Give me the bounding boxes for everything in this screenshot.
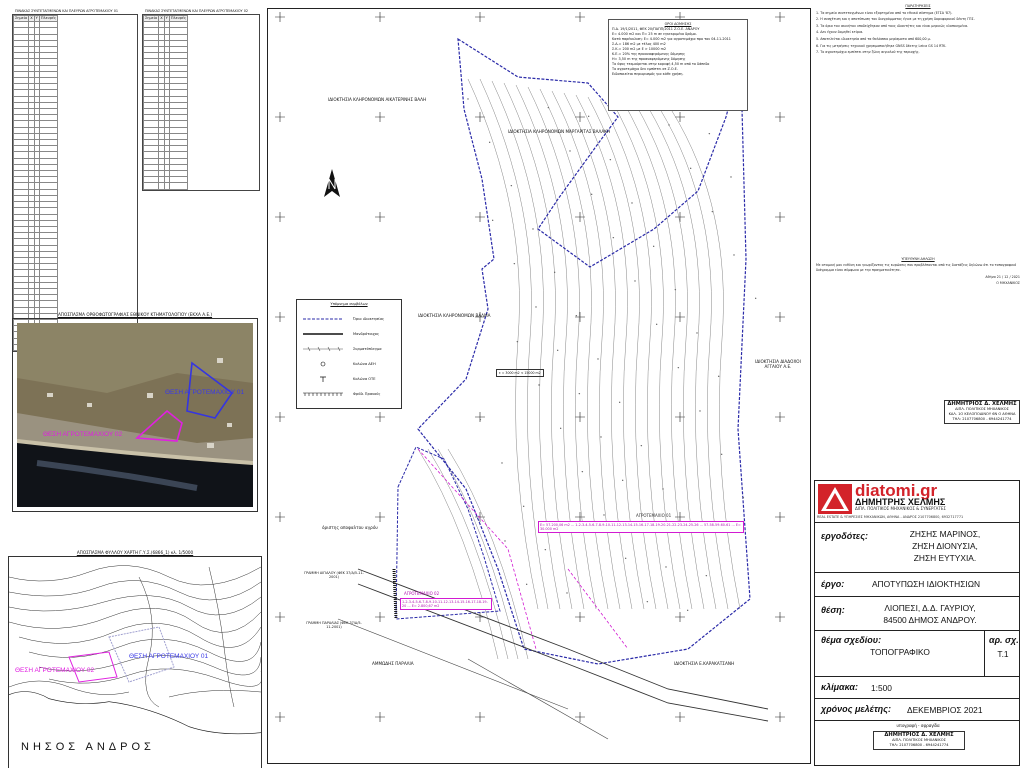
- spot-point: [613, 237, 614, 238]
- owners-label: εργοδότες:: [821, 531, 869, 541]
- spot-point: [653, 246, 654, 247]
- col-header: Y: [165, 16, 168, 20]
- spot-point: [690, 168, 691, 169]
- legend-label: Όριο ιδιοκτησίας: [353, 317, 385, 321]
- sheet-number-value: Τ.1: [997, 649, 1009, 659]
- legend-label: Κολώνα ΔΕΗ: [353, 362, 376, 366]
- spot-point: [668, 124, 669, 125]
- logo-subtitle: ΔΙΠΛ. ΠΟΛΙΤΙΚΟΣ ΜΗΧΑΝΙΚΟΣ & ΣΥΝΕΡΓΑΤΕΣ: [855, 506, 946, 511]
- area-note: ε = 3000 m2 < 15000 m2: [496, 369, 544, 377]
- scale-row: [815, 677, 1019, 699]
- engineer-stamp-bottom: [873, 731, 965, 750]
- col-header: X: [30, 16, 33, 20]
- spot-point: [665, 566, 666, 567]
- grid-cross: [775, 612, 785, 622]
- parcel-02-info-box: 1-2-3-4-5-6-7-8-9-10-11-12-13-14-15-16-17-18-19-20 ... Ε= 2.800,67 m2: [400, 598, 492, 610]
- grid-cross: [775, 112, 785, 122]
- spot-point: [675, 289, 676, 290]
- work-label: έργο:: [821, 579, 845, 589]
- stamp-line: ΔΙΠΛ. ΠΟΛΙΤΙΚΟΣ ΜΗΧΑΝΙΚΟΣ: [892, 738, 946, 742]
- table-cell: [169, 183, 187, 189]
- spot-point: [712, 211, 713, 212]
- grid-cross: [575, 112, 585, 122]
- island-name: ΝΗΣΟΣ ΑΝΔΡΟΣ: [21, 741, 155, 753]
- spot-point: [600, 436, 601, 437]
- col-header: Σημείο: [145, 16, 158, 20]
- spot-point: [591, 194, 592, 195]
- logo-text: diatomi.gr: [855, 481, 938, 500]
- grid-cross: [275, 412, 285, 422]
- declaration-date: Αθήνα 21 / 12 / 2021: [985, 274, 1020, 279]
- spot-point: [622, 480, 623, 481]
- spot-point: [730, 176, 731, 177]
- coordinates-table-01: [12, 9, 138, 352]
- spot-point: [733, 254, 734, 255]
- spot-point: [566, 592, 567, 593]
- terms-title: ΟΡΟΙ ΔΟΜΗΣΗΣ: [664, 22, 692, 26]
- spot-point: [467, 98, 468, 99]
- coordinates-table-02: [142, 9, 260, 191]
- stamp-line: ΔΙΠΛ. ΠΟΛΙΤΙΚΟΣ ΜΗΧΑΝΙΚΟΣ: [955, 407, 1009, 411]
- grid-cross: [375, 412, 385, 422]
- grid-cross: [775, 512, 785, 522]
- left-panel: [6, 6, 262, 766]
- terms-line: Σ.Κ.= 200 m2 με Ε > 10000 m2: [612, 47, 667, 51]
- spot-point: [706, 575, 707, 576]
- grid-cross: [775, 412, 785, 422]
- topographic-drawing: [267, 8, 811, 764]
- spot-point: [634, 280, 635, 281]
- north-arrow-icon: [322, 169, 342, 199]
- note-item: 3. Τα όρια του ακινήτου υποδείχθηκαν από τους ιδιοκτήτες και είναι μερικώς υλοποιημένα.: [816, 23, 969, 28]
- grid-cross: [275, 512, 285, 522]
- grid-cross: [275, 112, 285, 122]
- contour-map: [9, 557, 261, 768]
- grid-cross: [475, 112, 485, 122]
- spot-point: [511, 185, 512, 186]
- note-item: 2. Η συσχέτιση και η αποτύπωση του διαγράμματος έγινε με τη χρήση δορυφορικού δέκτη ΓΠΣ.: [816, 17, 975, 22]
- declaration-title: ΥΠΕΥΘΥΝΗ ΔΗΛΩΣΗ: [901, 256, 935, 261]
- slope-crest-icon: [303, 391, 343, 397]
- spot-point: [743, 497, 744, 498]
- spot-point: [687, 610, 688, 611]
- work-value: ΑΠΟΤΥΠΩΣΗ ΙΔΙΟΚΤΗΣΙΩΝ: [871, 579, 981, 589]
- neighbor-label: ΙΔΙΟΚΤΗΣΙΑ ΚΛΗΡΟΝΟΜΩΝ ΑΙΚΑΤΕΡΙΝΗΣ ΒΑΛΗ: [328, 97, 427, 102]
- legend-title: Υπόμνημα συμβόλων: [330, 302, 368, 306]
- spot-point: [569, 150, 570, 151]
- telecom-pole-icon: [303, 376, 343, 382]
- terms-line: Το αγροτεμάχιο δεν εμπίπτει σε Ζ.Ο.Ε.: [612, 67, 678, 71]
- logo-name: ΔΗΜΗΤΡΗΣ ΧΕΛΜΗΣ: [855, 497, 946, 507]
- owner-name: ΖΗΣΗ ΕΥΤΥΧΙΑ.: [913, 553, 977, 563]
- grid-cross: [475, 412, 485, 422]
- legend-item: [303, 342, 397, 356]
- power-pole-icon: [303, 361, 343, 367]
- stamp-name: ΔΗΜΗΤΡΙΟΣ Δ. ΧΕΛΜΗΣ: [884, 732, 954, 738]
- spot-point: [523, 506, 524, 507]
- legend-item: [303, 372, 397, 386]
- scale-label: κλίμακα:: [821, 682, 858, 692]
- terms-line: Π.Δ. 19/1/2011, ΦΕΚ 20/ΠΑΠΠ/2011 Ζ.Ο.Ε. ΑΝΔΡΟΥ: [612, 27, 700, 31]
- legend-item: [303, 312, 397, 326]
- spot-point: [696, 332, 697, 333]
- spot-point: [588, 116, 589, 117]
- spot-point: [480, 419, 481, 420]
- grid-cross: [275, 212, 285, 222]
- spot-point: [678, 367, 679, 368]
- spot-point: [532, 228, 533, 229]
- note-item: 4. Δεν έχουν δομηθεί κτίρια.: [816, 30, 864, 35]
- spot-point: [560, 428, 561, 429]
- declaration-text: Με ατομική μου ευθύνη και γνωρίζοντας τις κυρώσεις που προβλέπονται από τις διατάξεις δηλώνω ότι το τοπογραφικό διάγραμμα είναι σύμφωνο με την πραγματικότητα.: [816, 263, 1017, 272]
- building-terms-box: [608, 19, 748, 111]
- table-row: [144, 183, 188, 189]
- grid-cross: [375, 12, 385, 22]
- spot-point: [647, 601, 648, 602]
- grid-cross: [375, 612, 385, 622]
- parcel-01-location-label: ΘΕΣΗ ΑΓΡΟΤΕΜΑΧΙΟΥ 01: [165, 389, 245, 396]
- grid-cross: [475, 12, 485, 22]
- col-header: X: [160, 16, 163, 20]
- grid-cross: [275, 12, 285, 22]
- grid-cross: [775, 212, 785, 222]
- grid-cross: [275, 612, 285, 622]
- site-value: 84500 ΔΗΜΟΣ ΑΝΔΡΟΥ.: [883, 615, 977, 625]
- parcel-01-info-box: Ε= 57.200,06 m2 ... 1-2-3-4-5-6-7-8-9-10-11-12-13-14-15-16-17-18-19-20-21-22-23-24-25-26 ... 57-58-59-60-61 ... Ε= 30.000 m2: [538, 521, 744, 533]
- logo-tagline: REAL ESTATE & ΥΠΗΡΕΣΙΕΣ ΜΗΧΑΝΙΚΩΝ, ΑΘΗΝΑ - ΑΝΔΡΟΣ 2107706800, 6932717771: [817, 515, 964, 519]
- neighbor-label: ΙΔΙΟΚΤΗΣΙΑ ΚΛΗΡΟΝΟΜΩΝ ΒΑΛΜΑ: [418, 313, 491, 318]
- site-label: θέση:: [821, 605, 845, 615]
- stamp-name: ΔΗΜΗΤΡΙΟΣ Δ. ΧΕΛΜΗΣ: [947, 401, 1017, 407]
- right-panel: [814, 4, 1020, 766]
- orthophoto-title: ΑΠΟΣΠΑΣΜΑ ΟΡΘΟΦΩΤΟΓΡΑΦΙΑΣ ΕΘΝΙΚΟΥ ΚΤΗΜΑΤΟΛΟΓΙΟΥ (ΕΚΧΑ Α.Ε.): [57, 312, 213, 317]
- year-value: ΔΕΚΕΜΒΡΙΟΣ 2021: [907, 705, 983, 715]
- legend-item: [303, 327, 397, 341]
- spot-point: [548, 107, 549, 108]
- grid-cross: [575, 312, 585, 322]
- spot-point: [597, 358, 598, 359]
- grid-cross: [675, 112, 685, 122]
- owners-row: [815, 523, 1019, 573]
- grid-cross: [275, 712, 285, 722]
- site-row: [815, 597, 1019, 631]
- spot-point: [579, 393, 580, 394]
- work-row: [815, 573, 1019, 597]
- neighbor-label: ΙΔΙΟΚΤΗΣΙΑ Ε.ΚΑΡΑΚΑΤΣΑΝΗ: [674, 661, 735, 666]
- spot-point: [641, 445, 642, 446]
- legend-label: Φρύδι Πρανούς: [353, 392, 381, 396]
- spot-point: [517, 341, 518, 342]
- parcel-02-location-label: ΘΕΣΗ ΑΓΡΟΤΕΜΑΧΙΟΥ 02: [43, 431, 123, 438]
- spot-point: [619, 402, 620, 403]
- spot-point: [718, 376, 719, 377]
- grid-cross: [475, 212, 485, 222]
- legend-item: [303, 357, 397, 371]
- grid-cross: [675, 712, 685, 722]
- grid-cross: [375, 112, 385, 122]
- spot-point: [501, 462, 502, 463]
- company-logo: [815, 481, 1019, 523]
- col-header: Y: [35, 16, 38, 20]
- declaration-signatory: Ο ΜΗΧΑΝΙΚΟΣ: [996, 281, 1020, 286]
- terms-line: Κατά παρέκκλιση: Ε= 4.000 m2 για αγροτεμάχια προ του 04-11-2011: [612, 37, 731, 41]
- map-parcel-01-label: ΘΕΣΗ ΑΓΡΟΤΕΜΑΧΙΟΥ 01: [129, 653, 209, 660]
- legend-label: Κολώνα ΟΤΕ: [353, 377, 376, 381]
- neighbor-label: ΙΔΙΟΚΤΗΣΙΑ ΚΛΗΡΟΝΟΜΩΝ ΜΑΡΓΑΡΙΤΑΣ ΒΑΛΑΚΗ: [508, 129, 611, 134]
- boundary-line-icon: [303, 316, 343, 322]
- grid-cross: [375, 512, 385, 522]
- neighbor-label: όριστης αποφαλτου αγρόυ: [322, 525, 378, 530]
- grid-cross: [775, 12, 785, 22]
- spot-point: [492, 220, 493, 221]
- table-caption: ΠΙΝΑΚΑΣ ΣΥΝΤΕΤΑΓΜΕΝΩΝ ΚΑΙ ΠΛΕΥΡΩΝ ΑΓΡΟΤΕΜΑΧΙΟΥ 02: [145, 9, 249, 13]
- legend-box: [296, 299, 402, 409]
- theme-cell: [815, 631, 985, 676]
- grid-cross: [275, 312, 285, 322]
- note-item: 1. Τα σημεία συντεταγμένων είναι εξαρτημένα από το εθνικό σύστημα (ΕΓΣΑ '87).: [816, 10, 953, 15]
- spot-point: [526, 584, 527, 585]
- spot-point: [582, 471, 583, 472]
- spot-point: [489, 142, 490, 143]
- stamp-line: ΚΑΛ. 1Ο ΚΕΛΟΠΟΔΙΝΟΥ 6Ν Ο ΑΘΗΝΑ: [948, 412, 1016, 416]
- col-header: Πλευρές: [170, 16, 187, 20]
- grid-cross: [575, 12, 585, 22]
- site-value: ΛΙΟΠΕΣΙ, Δ.Δ. ΓΑΥΡΙΟΥ,: [884, 603, 976, 613]
- spot-point: [656, 324, 657, 325]
- grid-cross: [575, 412, 585, 422]
- grid-cross: [675, 612, 685, 622]
- note-item: 7. Το αγροτεμάχιο εμπίπτει στην ζώνη αιγιαλού της περιοχής.: [816, 50, 920, 55]
- spot-point: [514, 263, 515, 264]
- parcel-02-label: ΑΓΡΟΤΕΜΑΧΙΟ 02: [404, 591, 440, 596]
- spot-point: [535, 306, 536, 307]
- wire-fence-icon: [303, 346, 343, 352]
- topographic-map-frame: [8, 550, 262, 768]
- grid-cross: [775, 312, 785, 322]
- spot-point: [625, 558, 626, 559]
- spot-point: [554, 272, 555, 273]
- legend-item: [303, 387, 397, 401]
- spot-point: [662, 488, 663, 489]
- terms-line: Η= 3,50 m της προαναφερόμενης δόμησης: [612, 57, 686, 61]
- spot-point: [709, 133, 710, 134]
- stamp-line: ΤΗΛ: 2107706800 - 6944241774: [952, 417, 1012, 421]
- grid-cross: [475, 712, 485, 722]
- road-label: ΓΡΑΜΜΗ ΠΑΡΑΛΙΑΣ (ΦΕΚ 37/Δ/5-11-2001): [306, 621, 362, 629]
- sheet-number-label: αρ. σχ.: [989, 635, 1019, 645]
- spot-point: [557, 350, 558, 351]
- grid-cross: [775, 712, 785, 722]
- grid-cross: [375, 212, 385, 222]
- legend-label: Συρματόπλεγμα: [353, 347, 382, 351]
- spot-point: [699, 410, 700, 411]
- wall-line-icon: [303, 331, 343, 337]
- logo-mark-icon: [818, 484, 852, 514]
- grid-cross: [575, 712, 585, 722]
- road-label: ΓΡΑΜΜΗ ΑΙΓΙΑΛΟΥ (ΦΕΚ 37/Δ/5-11-2001): [304, 571, 364, 579]
- grid-cross: [675, 212, 685, 222]
- map-parcel-02-label: ΘΕΣΗ ΑΓΡΟΤΕΜΑΧΙΟΥ 02: [15, 667, 95, 674]
- spot-point: [538, 384, 539, 385]
- stamp-line: ΤΗΛ: 2107706800 - 6944241774: [889, 743, 949, 747]
- spot-point: [631, 202, 632, 203]
- spot-point: [755, 298, 756, 299]
- theme-label: θέμα σχεδίου:: [821, 635, 882, 645]
- theme-row: [815, 631, 1019, 677]
- terms-line: Ειδοποιείται περιορισμός για κάθε χρήση.: [612, 72, 684, 76]
- engineer-stamp-top: [944, 400, 1020, 424]
- table-caption: ΠΙΝΑΚΑΣ ΣΥΝΤΕΤΑΓΜΕΝΩΝ ΚΑΙ ΠΛΕΥΡΩΝ ΑΓΡΟΤΕΜΑΧΙΟΥ 01: [15, 9, 119, 13]
- grid-cross: [675, 312, 685, 322]
- legend-label: Μανδρότοιχος: [353, 332, 380, 336]
- col-header: Σημείο: [15, 16, 28, 20]
- terms-line: Ε= 4.000 m2 και Π= 25 m σε εγκεκριμένο δρόμο.: [612, 32, 697, 36]
- signature-label: υπογραφή - σφραγίδα: [896, 723, 940, 728]
- orthophoto-image: [17, 323, 253, 507]
- terms-line: Κ.Ε.= 20% της προαναφερόμενης δόμησης: [612, 52, 686, 56]
- owner-name: ΖΗΣΗΣ ΜΑΡΙΝΟΣ,: [909, 529, 981, 539]
- grid-cross: [575, 612, 585, 622]
- map-title: ΑΠΟΣΠΑΣΜΑ ΦΥΛΛΟΥ ΧΑΡΤΗ Γ.Υ.Σ.(6866_1) κλ. 1/5000: [76, 550, 194, 555]
- note-item: 6. Για τις μετρήσεις τεχνικού χρησιμοποιήθηκε GNSS δέκτης Leica GS 14 RTK.: [816, 43, 947, 48]
- spot-point: [545, 549, 546, 550]
- col-header: Πλευρές: [40, 16, 57, 20]
- neighbor-label: ΑΜΜΩΔΗΣ ΠΑΡΑΛΙΑ: [372, 661, 414, 666]
- parcel-01-label: ΑΓΡΟΤΕΜΑΧΙΟ 01: [636, 513, 672, 518]
- spot-point: [721, 454, 722, 455]
- title-block: [814, 480, 1020, 766]
- year-row: [815, 699, 1019, 721]
- year-label: χρόνος μελέτης:: [821, 704, 891, 714]
- terms-line: Σ.Δ.= 186 m2 με τέλος 400 m2: [612, 42, 666, 46]
- grid-cross: [375, 712, 385, 722]
- orthophoto-frame: [12, 312, 258, 512]
- notes-title: ΠΑΡΑΤΗΡΗΣΕΙΣ: [905, 4, 931, 8]
- table-cell: [144, 183, 159, 189]
- spot-point: [603, 514, 604, 515]
- owner-name: ΖΗΣΗ ΔΙΟΝΥΣΙΑ,: [912, 541, 978, 551]
- spot-point: [610, 159, 611, 160]
- terms-line: Το ύψος τεκμαίρεται στην κορυφή 4,50 m από το δάπεδο: [612, 62, 710, 66]
- theme-value: ΤΟΠΟΓΡΑΦΙΚΟ: [870, 647, 930, 657]
- note-item: 5. Αποτελείται ιδιοκτησία από τα θαλάσσιο μερίσματα από 600,00 μ.: [816, 36, 931, 41]
- neighbor-label: ΙΔΙΟΚΤΗΣΙΑ ΔΙΑΔΟΧΟΙ ΑΓΓΑΙΟΥ Α.Ε.: [755, 359, 801, 369]
- scale-value: 1:500: [871, 683, 892, 693]
- spot-point: [504, 540, 505, 541]
- spot-point: [576, 315, 577, 316]
